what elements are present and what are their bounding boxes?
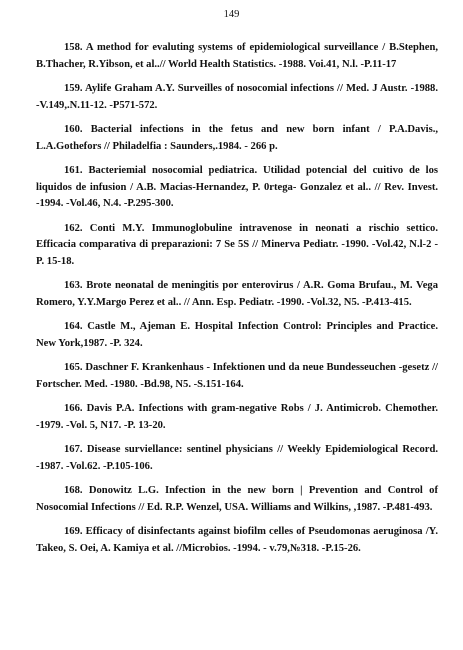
reference-item: 164. Castle M., Ajeman E. Hospital Infection Control: Principles and Practice. New York,1987. -P. 324.: [36, 321, 438, 349]
reference-item: 160. Bacterial infections in the fetus and new born infant / P.A.Davis., L.A.Gothefors // Philadelfia : Saunders,.1984. - 266 p.: [36, 124, 438, 152]
reference-item: 163. Brote neonatal de meningitis por enterovirus / A.R. Goma Brufau., M. Vega Romero, Y.Y.Margo Perez et al.. // Ann. Esp. Pediatr. -1990. -Vol.32, N5. -P.413-415.: [36, 280, 438, 308]
reference-item: 165. Daschner F. Krankenhaus - Infektionen und da neue Bundesseuchen -gesetz // Fortscher. Med. -1980. -Bd.98, N5. -S.151-164.: [36, 362, 438, 390]
reference-item: 158. A method for evaluting systems of epidemiological surveillance / B.Stephen, B.Thacher, R.Yibson, et al..// World Health Statistics. -1988. Voi.41, N.l. -P.11-17: [36, 42, 438, 70]
reference-item: 159. Aylife Graham A.Y. Surveilles of nosocomial infections // Med. J Austr. -1988. -V.149,.N.11-12. -P571-572.: [36, 83, 438, 111]
reference-item: 161. Bacteriemial nosocomial pediatrica. Utilidad potencial del cuitivo de los liquidos de infusion / A.B. Macias-Hernandez, P. 0rtega- Gonzalez et al.. // Rev. Invest. -1994. -Vol.46, N.4. -P.295-300.: [36, 165, 438, 209]
reference-item: 167. Disease surviellance: sentinel physicians // Weekly Epidemiological Record. -1987. -Vol.62. -P.105-106.: [36, 444, 438, 472]
page-number: 149: [223, 9, 240, 20]
reference-item: 168. Donowitz L.G. Infection in the new born | Prevention and Control of Nosocomial Infections // Ed. R.P. Wenzel, USA. Williams and Wilkins, ,1987. -P.481-493.: [36, 485, 438, 513]
reference-item: 162. Conti M.Y. Immunoglobuline intravenose in neonati a rischio settico. Efficacia comparativa di preparazioni: 7 Se 5S // Minerva Pediatr. -1990. -Vol.42, N.l-2 -P. 15-18.: [36, 222, 438, 267]
reference-item: 166. Davis P.A. Infections with gram-negative Robs / J. Antimicrob. Chemother. -1979. -Vol. 5, N17. -P. 13-20.: [36, 403, 438, 431]
reference-list: [36, 40, 438, 565]
reference-item: 169. Efficacy of disinfectants against biofilm celles of Pseudomonas aeruginosa /Y. Takeo, S. Oei, A. Kamiya et al. //Microbios. -1994. - v.79,№318. -P.15-26.: [36, 526, 438, 554]
